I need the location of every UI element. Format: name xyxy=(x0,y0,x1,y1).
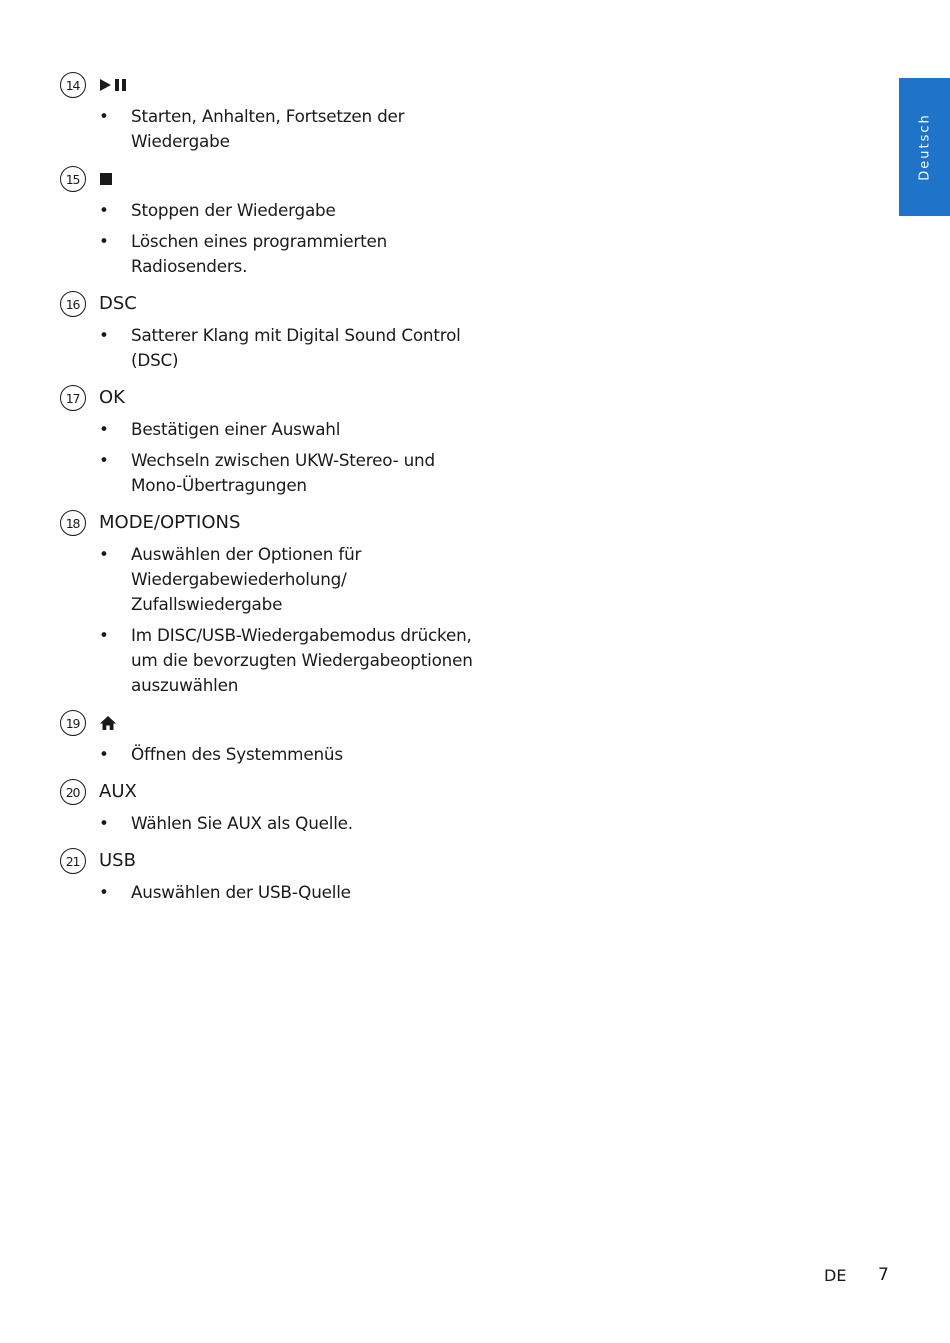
bullet-item: • Satterer Klang mit Digital Sound Control (DSC) xyxy=(60,323,480,373)
item-number-badge: 20 xyxy=(60,779,86,805)
home-icon xyxy=(99,710,117,736)
stop-icon xyxy=(99,166,113,192)
control-item-header xyxy=(60,385,480,411)
bullet-item: • Bestätigen einer Auswahl xyxy=(60,417,480,442)
language-tab-label: Deutsch xyxy=(917,113,932,181)
item-number-badge: 21 xyxy=(60,848,86,874)
control-item xyxy=(60,710,480,767)
item-number-badge: 17 xyxy=(60,385,86,411)
control-item-header xyxy=(60,291,480,317)
key-label: OK xyxy=(99,387,125,408)
bullet-list xyxy=(60,198,480,279)
footer-language-code: DE xyxy=(824,1266,847,1285)
control-item xyxy=(60,848,480,905)
bullet-item: • Auswählen der Optionen für Wiedergabewiederholung/ Zufallswiedergabe xyxy=(60,542,480,617)
key-label: AUX xyxy=(99,781,137,802)
control-list xyxy=(60,72,480,917)
key-label: USB xyxy=(99,850,136,871)
control-item-header xyxy=(60,779,480,805)
bullet-list xyxy=(60,880,480,905)
control-item xyxy=(60,291,480,373)
control-item-header xyxy=(60,72,480,98)
control-item xyxy=(60,510,480,698)
play-pause-icon xyxy=(99,72,129,98)
bullet-item: • Öffnen des Systemmenüs xyxy=(60,742,480,767)
control-item xyxy=(60,779,480,836)
bullet-list xyxy=(60,323,480,373)
item-number-badge: 18 xyxy=(60,510,86,536)
item-number-badge: 16 xyxy=(60,291,86,317)
bullet-item: • Wählen Sie AUX als Quelle. xyxy=(60,811,480,836)
page-number: 7 xyxy=(878,1265,889,1285)
bullet-list xyxy=(60,417,480,498)
bullet-list xyxy=(60,742,480,767)
bullet-list xyxy=(60,542,480,698)
bullet-item: • Im DISC/USB-Wiedergabemodus drücken, um die bevorzugten Wiedergabeoptionen auszuwählen xyxy=(60,623,480,698)
control-item-header xyxy=(60,848,480,874)
control-item-header xyxy=(60,710,480,736)
control-item xyxy=(60,166,480,279)
control-item-header xyxy=(60,166,480,192)
bullet-item: • Starten, Anhalten, Fortsetzen der Wiedergabe xyxy=(60,104,480,154)
item-number-badge: 19 xyxy=(60,710,86,736)
item-number-badge: 15 xyxy=(60,166,86,192)
bullet-item: • Auswählen der USB-Quelle xyxy=(60,880,480,905)
bullet-list xyxy=(60,811,480,836)
bullet-item: • Stoppen der Wiedergabe xyxy=(60,198,480,223)
key-label: MODE/OPTIONS xyxy=(99,512,241,533)
control-item xyxy=(60,72,480,154)
bullet-item: • Wechseln zwischen UKW-Stereo- und Mono-Übertragungen xyxy=(60,448,480,498)
bullet-item: • Löschen eines programmierten Radiosenders. xyxy=(60,229,480,279)
control-item xyxy=(60,385,480,498)
item-number-badge: 14 xyxy=(60,72,86,98)
key-label: DSC xyxy=(99,293,137,314)
bullet-list xyxy=(60,104,480,154)
language-tab xyxy=(899,78,950,216)
control-item-header xyxy=(60,510,480,536)
